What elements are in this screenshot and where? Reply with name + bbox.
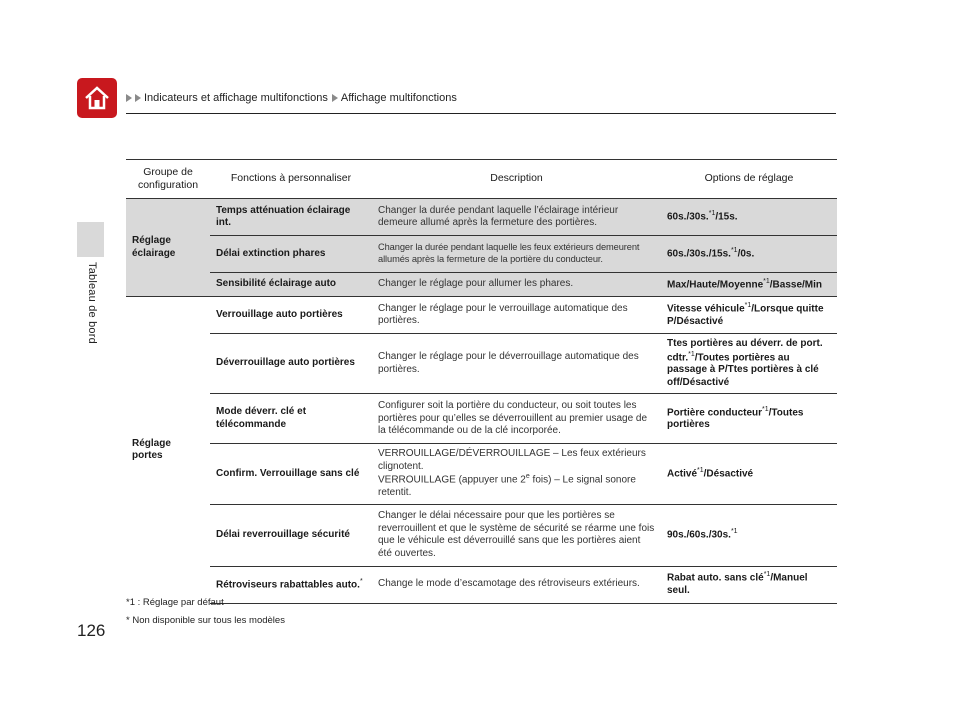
table-row [126,297,837,334]
options-cell: Max/Haute/Moyenne$^{*1}$/Basse/Min [661,273,837,297]
description-cell: Changer le réglage pour allumer les phares. [372,273,661,297]
header-functions: Fonctions à personnaliser [210,160,372,199]
function-cell: Sensibilité éclairage auto [210,273,372,297]
table-row [126,199,837,236]
footnote-default: *1 : Réglage par défaut [126,597,224,608]
table-row [126,566,837,603]
function-cell: Rétroviseurs rabattables auto.* [210,566,372,603]
settings-table [126,159,837,604]
table-row [126,444,837,504]
group-label-eclairage: Réglage éclairage [126,199,210,297]
description-cell: Configurer soit la portière du conducteur, ou soit toutes les portières pour qu’elles se déverrouillent au premier usage de la télécommande ou de la clé incorporée. [372,394,661,444]
options-cell: Rabat auto. sans clé$^{*1}$/Manuel seul. [661,566,837,603]
function-cell: Délai reverrouillage sécurité [210,504,372,566]
sidebar-section-label: Tableau de bord [86,262,98,344]
description-cell: Changer le délai nécessaire pour que les portières se reverrouillent et que le système de sécurité se réarme une fois que le véhicule est déverrouillé sans que les portières aient été ouvertes. [372,504,661,566]
options-cell: 60s./30s./15s.$^{*1}$/0s. [661,236,837,273]
breadcrumb-link-affichage[interactable]: Affichage multifonctions [340,92,457,104]
header-description: Description [372,160,661,199]
triangle-right-icon [126,94,132,102]
table-row [126,394,837,444]
description-cell: Change le mode d’escamotage des rétroviseurs extérieurs. [372,566,661,603]
table-row [126,273,837,297]
breadcrumb [126,92,457,104]
options-cell: 90s./60s./30s.$^{*1}$ [661,504,837,566]
options-cell: 60s./30s.$^{*1}$/15s. [661,199,837,236]
function-cell: Confirm. Verrouillage sans clé [210,444,372,504]
triangle-right-icon [332,94,338,102]
description-cell: Changer la durée pendant laquelle l’éclairage intérieur demeure allumé après la fermeture des portières. [372,199,661,236]
table-row [126,236,837,273]
footnote-availability: * Non disponible sur tous les modèles [126,615,285,626]
table-row [126,334,837,394]
home-icon [83,85,111,111]
triangle-right-icon [135,94,141,102]
description-cell: Changer le réglage pour le verrouillage automatique des portières. [372,297,661,334]
options-cell: Vitesse véhicule$^{*1}$/Lorsque quitte P/Désactivé [661,297,837,334]
breadcrumb-link-indicateurs[interactable]: Indicateurs et affichage multifonctions [144,92,328,104]
options-cell: Portière conducteur$^{*1}$/Toutes portières [661,394,837,444]
header-divider [126,113,836,114]
function-cell: Temps atténuation éclairage int. [210,199,372,236]
sidebar-tab-marker [77,222,104,257]
home-button[interactable] [77,78,117,118]
page-number: 126 [77,621,106,640]
function-cell: Déverrouillage auto portières [210,334,372,394]
description-cell: Changer la durée pendant laquelle les feux extérieurs demeurent allumés après la fermeture de la portière du conducteur. [372,236,661,273]
options-cell: Ttes portières au déverr. de port. cdtr.$^{*1}$/Toutes portières au passage à P/Ttes portières à clé off/Désactivé [661,334,837,394]
table-row [126,504,837,566]
function-cell: Délai extinction phares [210,236,372,273]
group-label-portes: Réglage portes [132,437,171,462]
function-cell: Mode déverr. clé et télécommande [210,394,372,444]
header-group: Groupe de configuration [126,160,210,199]
function-cell: Verrouillage auto portières [210,297,372,334]
header-options: Options de réglage [661,160,837,199]
description-cell: Changer le réglage pour le déverrouillage automatique des portières. [372,334,661,394]
options-cell: Activé$^{*1}$/Désactivé [661,444,837,504]
description-cell: VERROUILLAGE/DÉVERROUILLAGE – Les feux extérieurs clignotent. VERROUILLAGE (appuyer une 2e fois) – Le signal sonore retentit. [372,444,661,504]
table-header-row [126,160,837,199]
